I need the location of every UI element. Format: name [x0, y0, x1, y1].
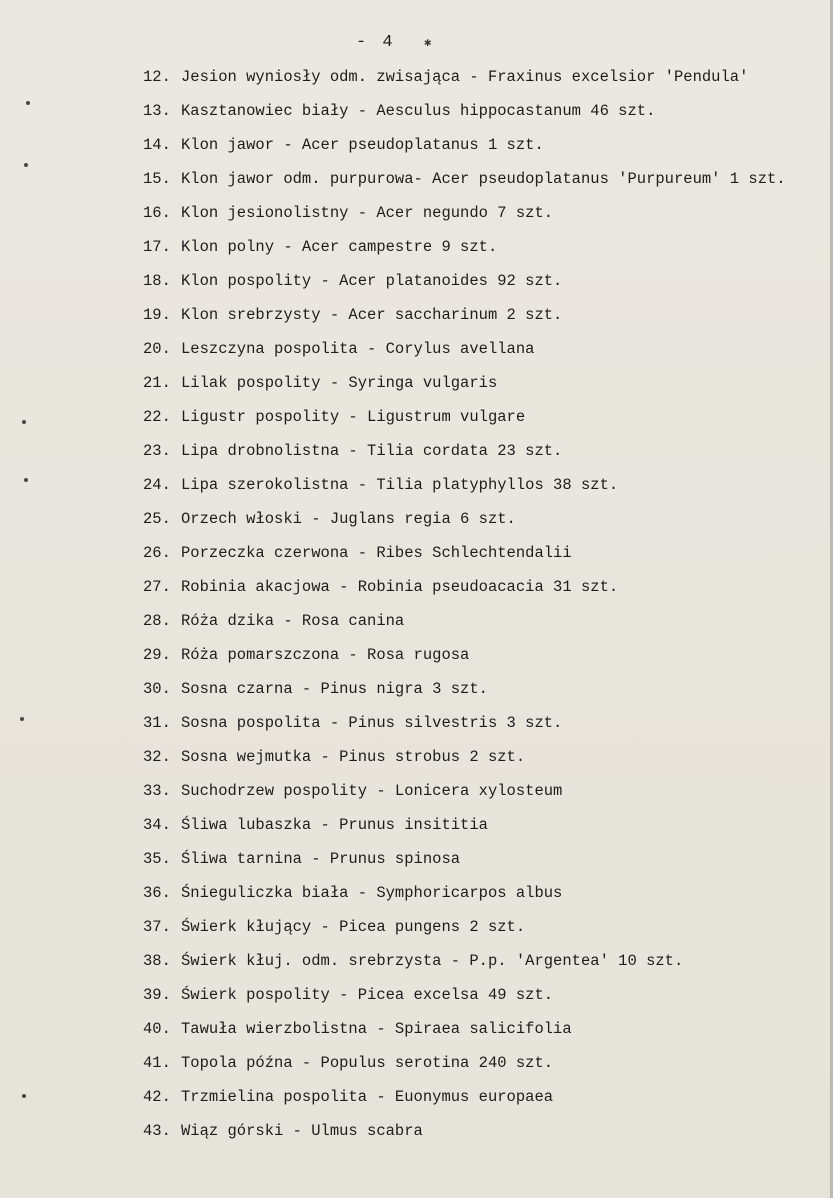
species-list	[143, 64, 833, 1152]
list-item	[143, 132, 833, 166]
entry-text: Świerk kłujący - Picea pungens 2 szt.	[181, 918, 526, 936]
list-item	[143, 642, 833, 676]
ink-smudge: ✱	[424, 36, 432, 50]
list-item	[143, 506, 833, 540]
entry-text: Tawuła wierzbolistna - Spiraea salicifolia	[181, 1020, 572, 1038]
entry-number: 18.	[143, 272, 171, 290]
entry-number: 35.	[143, 850, 171, 868]
entry-number: 12.	[143, 68, 171, 86]
entry-number: 13.	[143, 102, 171, 120]
entry-number: 40.	[143, 1020, 171, 1038]
entry-text: Sosna czarna - Pinus nigra 3 szt.	[181, 680, 488, 698]
list-item	[143, 200, 833, 234]
list-item	[143, 540, 833, 574]
entry-number: 29.	[143, 646, 171, 664]
entry-number: 41.	[143, 1054, 171, 1072]
entry-number: 26.	[143, 544, 171, 562]
entry-text: Orzech włoski - Juglans regia 6 szt.	[181, 510, 516, 528]
entry-text: Róża pomarszczona - Rosa rugosa	[181, 646, 470, 664]
entry-number: 28.	[143, 612, 171, 630]
list-item	[143, 472, 833, 506]
entry-text: Klon srebrzysty - Acer saccharinum 2 szt.	[181, 306, 563, 324]
entry-number: 21.	[143, 374, 171, 392]
entry-text: Sosna wejmutka - Pinus strobus 2 szt.	[181, 748, 526, 766]
entry-number: 34.	[143, 816, 171, 834]
list-item	[143, 1084, 833, 1118]
entry-number: 42.	[143, 1088, 171, 1106]
entry-text: Śliwa lubaszka - Prunus insititia	[181, 816, 488, 834]
entry-number: 43.	[143, 1122, 171, 1140]
list-item	[143, 710, 833, 744]
entry-number: 15.	[143, 170, 171, 188]
entry-number: 24.	[143, 476, 171, 494]
entry-number: 14.	[143, 136, 171, 154]
page-number: - 4	[356, 33, 396, 52]
entry-number: 17.	[143, 238, 171, 256]
entry-number: 31.	[143, 714, 171, 732]
list-item	[143, 778, 833, 812]
entry-text: Kasztanowiec biały - Aesculus hippocastanum 46 szt.	[181, 102, 656, 120]
entry-text: Suchodrzew pospolity - Lonicera xylosteum	[181, 782, 563, 800]
entry-text: Klon pospolity - Acer platanoides 92 szt.	[181, 272, 563, 290]
list-item	[143, 302, 833, 336]
entry-text: Topola późna - Populus serotina 240 szt.	[181, 1054, 554, 1072]
entry-text: Lipa szerokolistna - Tilia platyphyllos 38 szt.	[181, 476, 619, 494]
entry-number: 23.	[143, 442, 171, 460]
list-item	[143, 438, 833, 472]
entry-text: Trzmielina pospolita - Euonymus europaea	[181, 1088, 554, 1106]
margin-speck	[24, 478, 28, 482]
list-item	[143, 98, 833, 132]
entry-text: Lilak pospolity - Syringa vulgaris	[181, 374, 498, 392]
list-item	[143, 1050, 833, 1084]
margin-speck	[26, 101, 30, 105]
list-item	[143, 574, 833, 608]
list-item	[143, 880, 833, 914]
list-item	[143, 914, 833, 948]
entry-text: Śnieguliczka biała - Symphoricarpos albus	[181, 884, 563, 902]
list-item	[143, 336, 833, 370]
margin-speck	[24, 163, 28, 167]
entry-text: Ligustr pospolity - Ligustrum vulgare	[181, 408, 526, 426]
entry-text: Lipa drobnolistna - Tilia cordata 23 szt.	[181, 442, 563, 460]
entry-text: Klon polny - Acer campestre 9 szt.	[181, 238, 498, 256]
entry-number: 39.	[143, 986, 171, 1004]
entry-number: 20.	[143, 340, 171, 358]
list-item	[143, 846, 833, 880]
list-item	[143, 404, 833, 438]
entry-number: 32.	[143, 748, 171, 766]
entry-number: 19.	[143, 306, 171, 324]
entry-number: 16.	[143, 204, 171, 222]
list-item	[143, 234, 833, 268]
entry-text: Klon jawor odm. purpurowa- Acer pseudoplatanus 'Purpureum' 1 szt.	[181, 170, 786, 188]
list-item	[143, 1016, 833, 1050]
list-item	[143, 982, 833, 1016]
entry-text: Wiąz górski - Ulmus scabra	[181, 1122, 423, 1140]
entry-text: Sosna pospolita - Pinus silvestris 3 szt.	[181, 714, 563, 732]
margin-speck	[22, 1094, 26, 1098]
list-item	[143, 948, 833, 982]
list-item	[143, 370, 833, 404]
entry-text: Porzeczka czerwona - Ribes Schlechtendalii	[181, 544, 572, 562]
list-item	[143, 1118, 833, 1152]
margin-speck	[22, 420, 26, 424]
list-item	[143, 166, 833, 200]
list-item	[143, 64, 833, 98]
entry-text: Śliwa tarnina - Prunus spinosa	[181, 850, 461, 868]
entry-text: Jesion wyniosły odm. zwisająca - Fraxinus excelsior 'Pendula'	[181, 68, 749, 86]
entry-number: 30.	[143, 680, 171, 698]
entry-number: 38.	[143, 952, 171, 970]
entry-text: Robinia akacjowa - Robinia pseudoacacia 31 szt.	[181, 578, 619, 596]
list-item	[143, 676, 833, 710]
entry-number: 36.	[143, 884, 171, 902]
entry-number: 22.	[143, 408, 171, 426]
entry-number: 25.	[143, 510, 171, 528]
entry-text: Klon jawor - Acer pseudoplatanus 1 szt.	[181, 136, 544, 154]
entry-text: Leszczyna pospolita - Corylus avellana	[181, 340, 535, 358]
list-item	[143, 744, 833, 778]
entry-number: 37.	[143, 918, 171, 936]
entry-text: Świerk kłuj. odm. srebrzysta - P.p. 'Argentea' 10 szt.	[181, 952, 684, 970]
list-item	[143, 608, 833, 642]
entry-number: 33.	[143, 782, 171, 800]
margin-speck	[20, 717, 24, 721]
entry-text: Klon jesionolistny - Acer negundo 7 szt.	[181, 204, 554, 222]
entry-text: Róża dzika - Rosa canina	[181, 612, 405, 630]
list-item	[143, 268, 833, 302]
list-item	[143, 812, 833, 846]
entry-number: 27.	[143, 578, 171, 596]
entry-text: Świerk pospolity - Picea excelsa 49 szt.	[181, 986, 554, 1004]
